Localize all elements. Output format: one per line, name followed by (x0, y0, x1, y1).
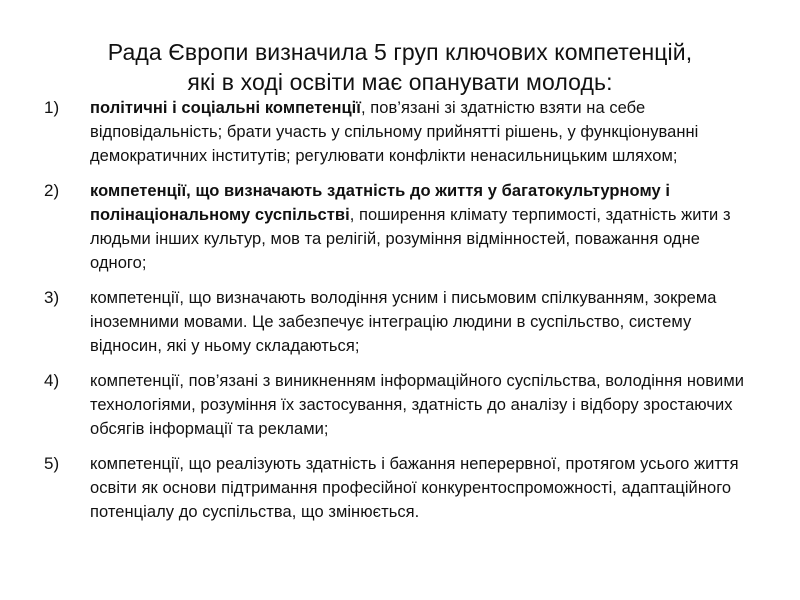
list-item-text (90, 286, 750, 358)
list-item-body: , пов’язані зі здатністю взяти на себе відповідальність; брати участь у спільному прийнятті рішень, у функціонуванні демократичних інститутів; регулювати конфлікти ненасильницьким шляхом; (90, 99, 699, 165)
list-item-text (90, 369, 750, 441)
list-item-body: компетенції, пов’язані з виникненням інформаційного суспільства, володіння новими технологіями, розуміння їх застосування, здатність до аналізу і відбору зростаючих обсягів інформації та реклами; (90, 372, 744, 438)
list-item-text (90, 179, 750, 275)
list-item-text (90, 452, 750, 524)
list-item-number: 4) (44, 371, 60, 390)
list-item-bold: компетенції, що визначають здатність до життя у багатокультурному і полінаціональному суспільстві (90, 182, 670, 224)
list-item-number: 5) (44, 454, 60, 473)
competence-list (0, 96, 800, 535)
list-item (0, 452, 800, 524)
list-item-bold: політичні і соціальні компетенції (90, 99, 361, 117)
title-line-1: Рада Європи визначила 5 груп ключових компетенцій, (107, 39, 693, 66)
list-item (0, 96, 800, 168)
list-item-body: компетенції, що визначають володіння усним і письмовим спілкуванням, зокрема іноземними мовами. Це забезпечує інтеграцію людини в суспільство, систему відносин, які у ньому складаються; (90, 289, 717, 355)
list-item (0, 179, 800, 275)
list-item (0, 286, 800, 358)
list-item-body: , поширення клімату терпимості, здатність жити з людьми інших культур, мов та релігій, розуміння відмінностей, поважання одне одного; (90, 206, 731, 272)
slide-title (40, 37, 760, 97)
list-item-number: 3) (44, 288, 60, 307)
list-item-text (90, 96, 750, 168)
list-item-number: 2) (44, 181, 60, 200)
list-item (0, 369, 800, 441)
title-line-2: які в ході освіти має опанувати молодь: (187, 69, 613, 96)
list-item-number: 1) (44, 98, 60, 117)
list-item-body: компетенції, що реалізують здатність і бажання неперервної, протягом усього життя освіти як основи підтримання професійної конкурентоспроможності, адаптаційного потенціалу до суспільства, що змінюється. (90, 455, 739, 521)
